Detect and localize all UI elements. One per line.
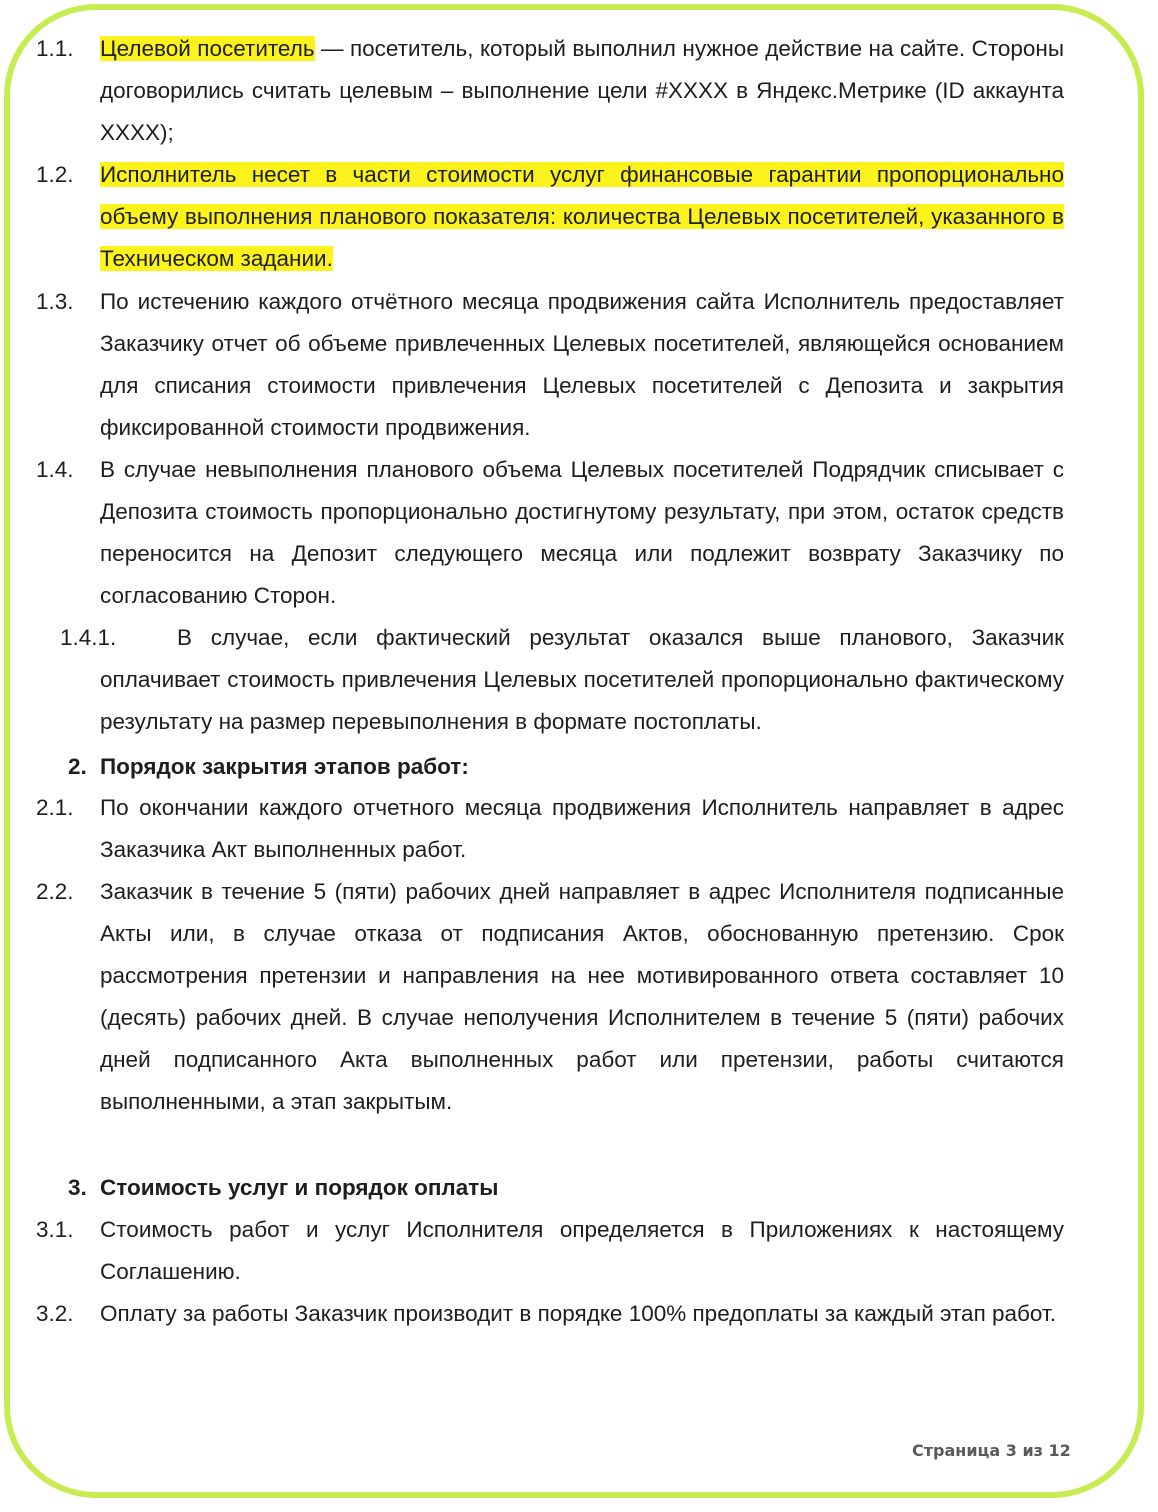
clause-text xyxy=(100,28,1064,154)
clause-body: По окончании каждого отчетного месяца продвижения Исполнитель направляет в адрес Заказчика Акт выполненных работ. xyxy=(100,795,1064,863)
page-number-footer: Страница 3 из 12 xyxy=(912,1441,1071,1460)
clause-body: Заказчик в течение 5 (пяти) рабочих дней направляет в адрес Исполнителя подписанные Акты или, в случае отказа от подписания Актов, обоснованную претензию. Срок рассмотрения претензии и направления на нее мотивированного ответа составляет 10 (десять) рабочих дней. В случае неполучения Исполнителем в течение 5 (пяти) рабочих дней подписанного Акта выполненных работ или претензии, работы считаются выполненными, а этап закрытым. xyxy=(100,879,1064,1115)
clause-body: В случае невыполнения планового объема Целевых посетителей Подрядчик списывает с Депозита стоимость пропорционально достигнутому результату, при этом, остаток средств переносится на Депозит следующего месяца или подлежит возврату Заказчику по согласованию Сторон. xyxy=(100,457,1064,609)
clause-body: — посетитель, который выполнил нужное действие на сайте. Стороны договорились считать целевым – выполнение цели #XXXX в Яндекс.Метрике (ID аккаунта XXXX); xyxy=(100,36,1065,146)
section-heading-2 xyxy=(68,754,469,780)
clause-number: 1.4.1. xyxy=(60,625,117,650)
clause-body: По истечению каждого отчётного месяца продвижения сайта Исполнитель предоставляет Заказчику отчет об объеме привлеченных Целевых посетителей, являющейся основанием для списания стоимости привлечения Целевых посетителей с Депозита и закрытия фиксированной стоимости продвижения. xyxy=(100,289,1064,441)
section-number: 2. xyxy=(68,754,87,779)
clause-number: 2.2. xyxy=(36,879,74,904)
clause-number: 3.2. xyxy=(36,1301,74,1326)
clause-number: 2.1. xyxy=(36,795,74,820)
section-title: Стоимость услуг и порядок оплаты xyxy=(100,1175,499,1200)
clause-number: 1.2. xyxy=(36,162,74,187)
highlighted-term: Целевой посетитель xyxy=(100,36,315,61)
clause-number: 3.1. xyxy=(36,1217,74,1242)
section-heading-3 xyxy=(68,1175,498,1201)
clause-body: Оплату за работы Заказчик производит в порядке 100% предоплаты за каждый этап работ. xyxy=(100,1301,1056,1326)
clause-number: 1.3. xyxy=(36,289,74,314)
section-title: Порядок закрытия этапов работ: xyxy=(100,754,469,779)
section-number: 3. xyxy=(68,1175,87,1200)
clause-number: 1.1. xyxy=(36,36,74,61)
clause-body: В случае, если фактический результат оказался выше планового, Заказчик оплачивает стоимость привлечения Целевых посетителей пропорционально фактическому результату на размер перевыполнения в формате постоплаты. xyxy=(100,625,1064,735)
clause-number: 1.4. xyxy=(36,457,74,482)
highlighted-clause: Исполнитель несет в части стоимости услуг финансовые гарантии пропорционально объему выполнения планового показателя: количества Целевых посетителей, указанного в Техническом задании. xyxy=(100,162,1064,272)
clause-text xyxy=(100,154,1064,280)
clause-body: Стоимость работ и услуг Исполнителя определяется в Приложениях к настоящему Соглашению. xyxy=(100,1217,1064,1285)
